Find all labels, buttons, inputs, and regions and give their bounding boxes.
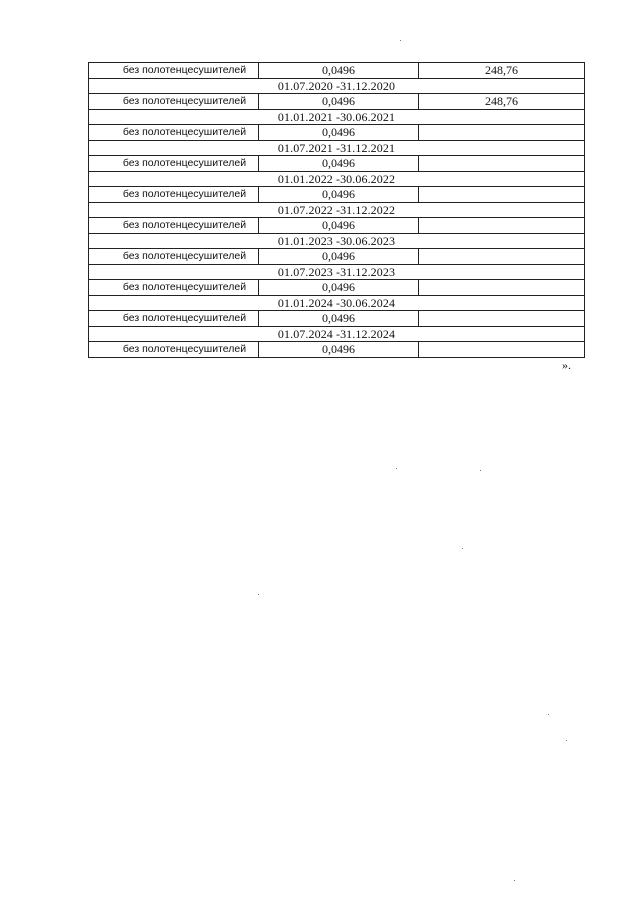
table-row xyxy=(89,218,585,234)
table-row xyxy=(89,94,585,110)
period-label: 01.07.2023 -31.12.2023 xyxy=(89,264,585,280)
period-label: 01.01.2024 -30.06.2024 xyxy=(89,295,585,311)
period-header-row xyxy=(89,140,585,156)
period-header-row xyxy=(89,233,585,249)
row-price xyxy=(419,342,585,358)
table-row xyxy=(89,280,585,296)
row-label: без полотенцесушителей xyxy=(89,342,259,358)
period-header-row xyxy=(89,202,585,218)
period-header-row xyxy=(89,109,585,125)
scan-speck xyxy=(514,880,515,881)
row-price xyxy=(419,249,585,265)
period-label: 01.07.2024 -31.12.2024 xyxy=(89,326,585,342)
table-row xyxy=(89,249,585,265)
table-row xyxy=(89,342,585,358)
period-header-row xyxy=(89,78,585,94)
row-label: без полотенцесушителей xyxy=(89,249,259,265)
scan-speck xyxy=(566,740,567,741)
row-coefficient: 0,0496 xyxy=(259,249,419,265)
row-coefficient: 0,0496 xyxy=(259,94,419,110)
tariff-table-body xyxy=(89,63,585,358)
row-coefficient: 0,0496 xyxy=(259,156,419,172)
tariff-table xyxy=(88,62,585,358)
table-row xyxy=(89,125,585,141)
period-label: 01.01.2023 -30.06.2023 xyxy=(89,233,585,249)
row-label: без полотенцесушителей xyxy=(89,94,259,110)
row-price: 248,76 xyxy=(419,94,585,110)
row-label: без полотенцесушителей xyxy=(89,218,259,234)
period-label: 01.07.2021 -31.12.2021 xyxy=(89,140,585,156)
row-price xyxy=(419,156,585,172)
row-price: 248,76 xyxy=(419,63,585,79)
scan-speck xyxy=(548,714,549,715)
row-label: без полотенцесушителей xyxy=(89,63,259,79)
table-row xyxy=(89,311,585,327)
row-price xyxy=(419,125,585,141)
row-coefficient: 0,0496 xyxy=(259,63,419,79)
scan-speck xyxy=(400,40,401,41)
row-coefficient: 0,0496 xyxy=(259,311,419,327)
scan-speck xyxy=(258,594,259,595)
period-header-row xyxy=(89,326,585,342)
period-label: 01.07.2022 -31.12.2022 xyxy=(89,202,585,218)
period-label: 01.07.2020 -31.12.2020 xyxy=(89,78,585,94)
row-price xyxy=(419,311,585,327)
row-label: без полотенцесушителей xyxy=(89,280,259,296)
row-label: без полотенцесушителей xyxy=(89,125,259,141)
row-label: без полотенцесушителей xyxy=(89,156,259,172)
row-price xyxy=(419,280,585,296)
row-coefficient: 0,0496 xyxy=(259,218,419,234)
row-label: без полотенцесушителей xyxy=(89,187,259,203)
table-row xyxy=(89,156,585,172)
period-label: 01.01.2022 -30.06.2022 xyxy=(89,171,585,187)
scan-speck xyxy=(480,470,481,471)
row-coefficient: 0,0496 xyxy=(259,125,419,141)
table-row-first xyxy=(89,63,585,79)
period-header-row xyxy=(89,295,585,311)
scan-speck xyxy=(462,548,463,549)
row-coefficient: 0,0496 xyxy=(259,280,419,296)
scan-speck xyxy=(396,468,397,469)
period-label: 01.01.2021 -30.06.2021 xyxy=(89,109,585,125)
row-label: без полотенцесушителей xyxy=(89,311,259,327)
closing-quote: ». xyxy=(562,358,571,372)
period-header-row xyxy=(89,171,585,187)
period-header-row xyxy=(89,264,585,280)
row-price xyxy=(419,218,585,234)
row-coefficient: 0,0496 xyxy=(259,342,419,358)
row-coefficient: 0,0496 xyxy=(259,187,419,203)
table-row xyxy=(89,187,585,203)
row-price xyxy=(419,187,585,203)
